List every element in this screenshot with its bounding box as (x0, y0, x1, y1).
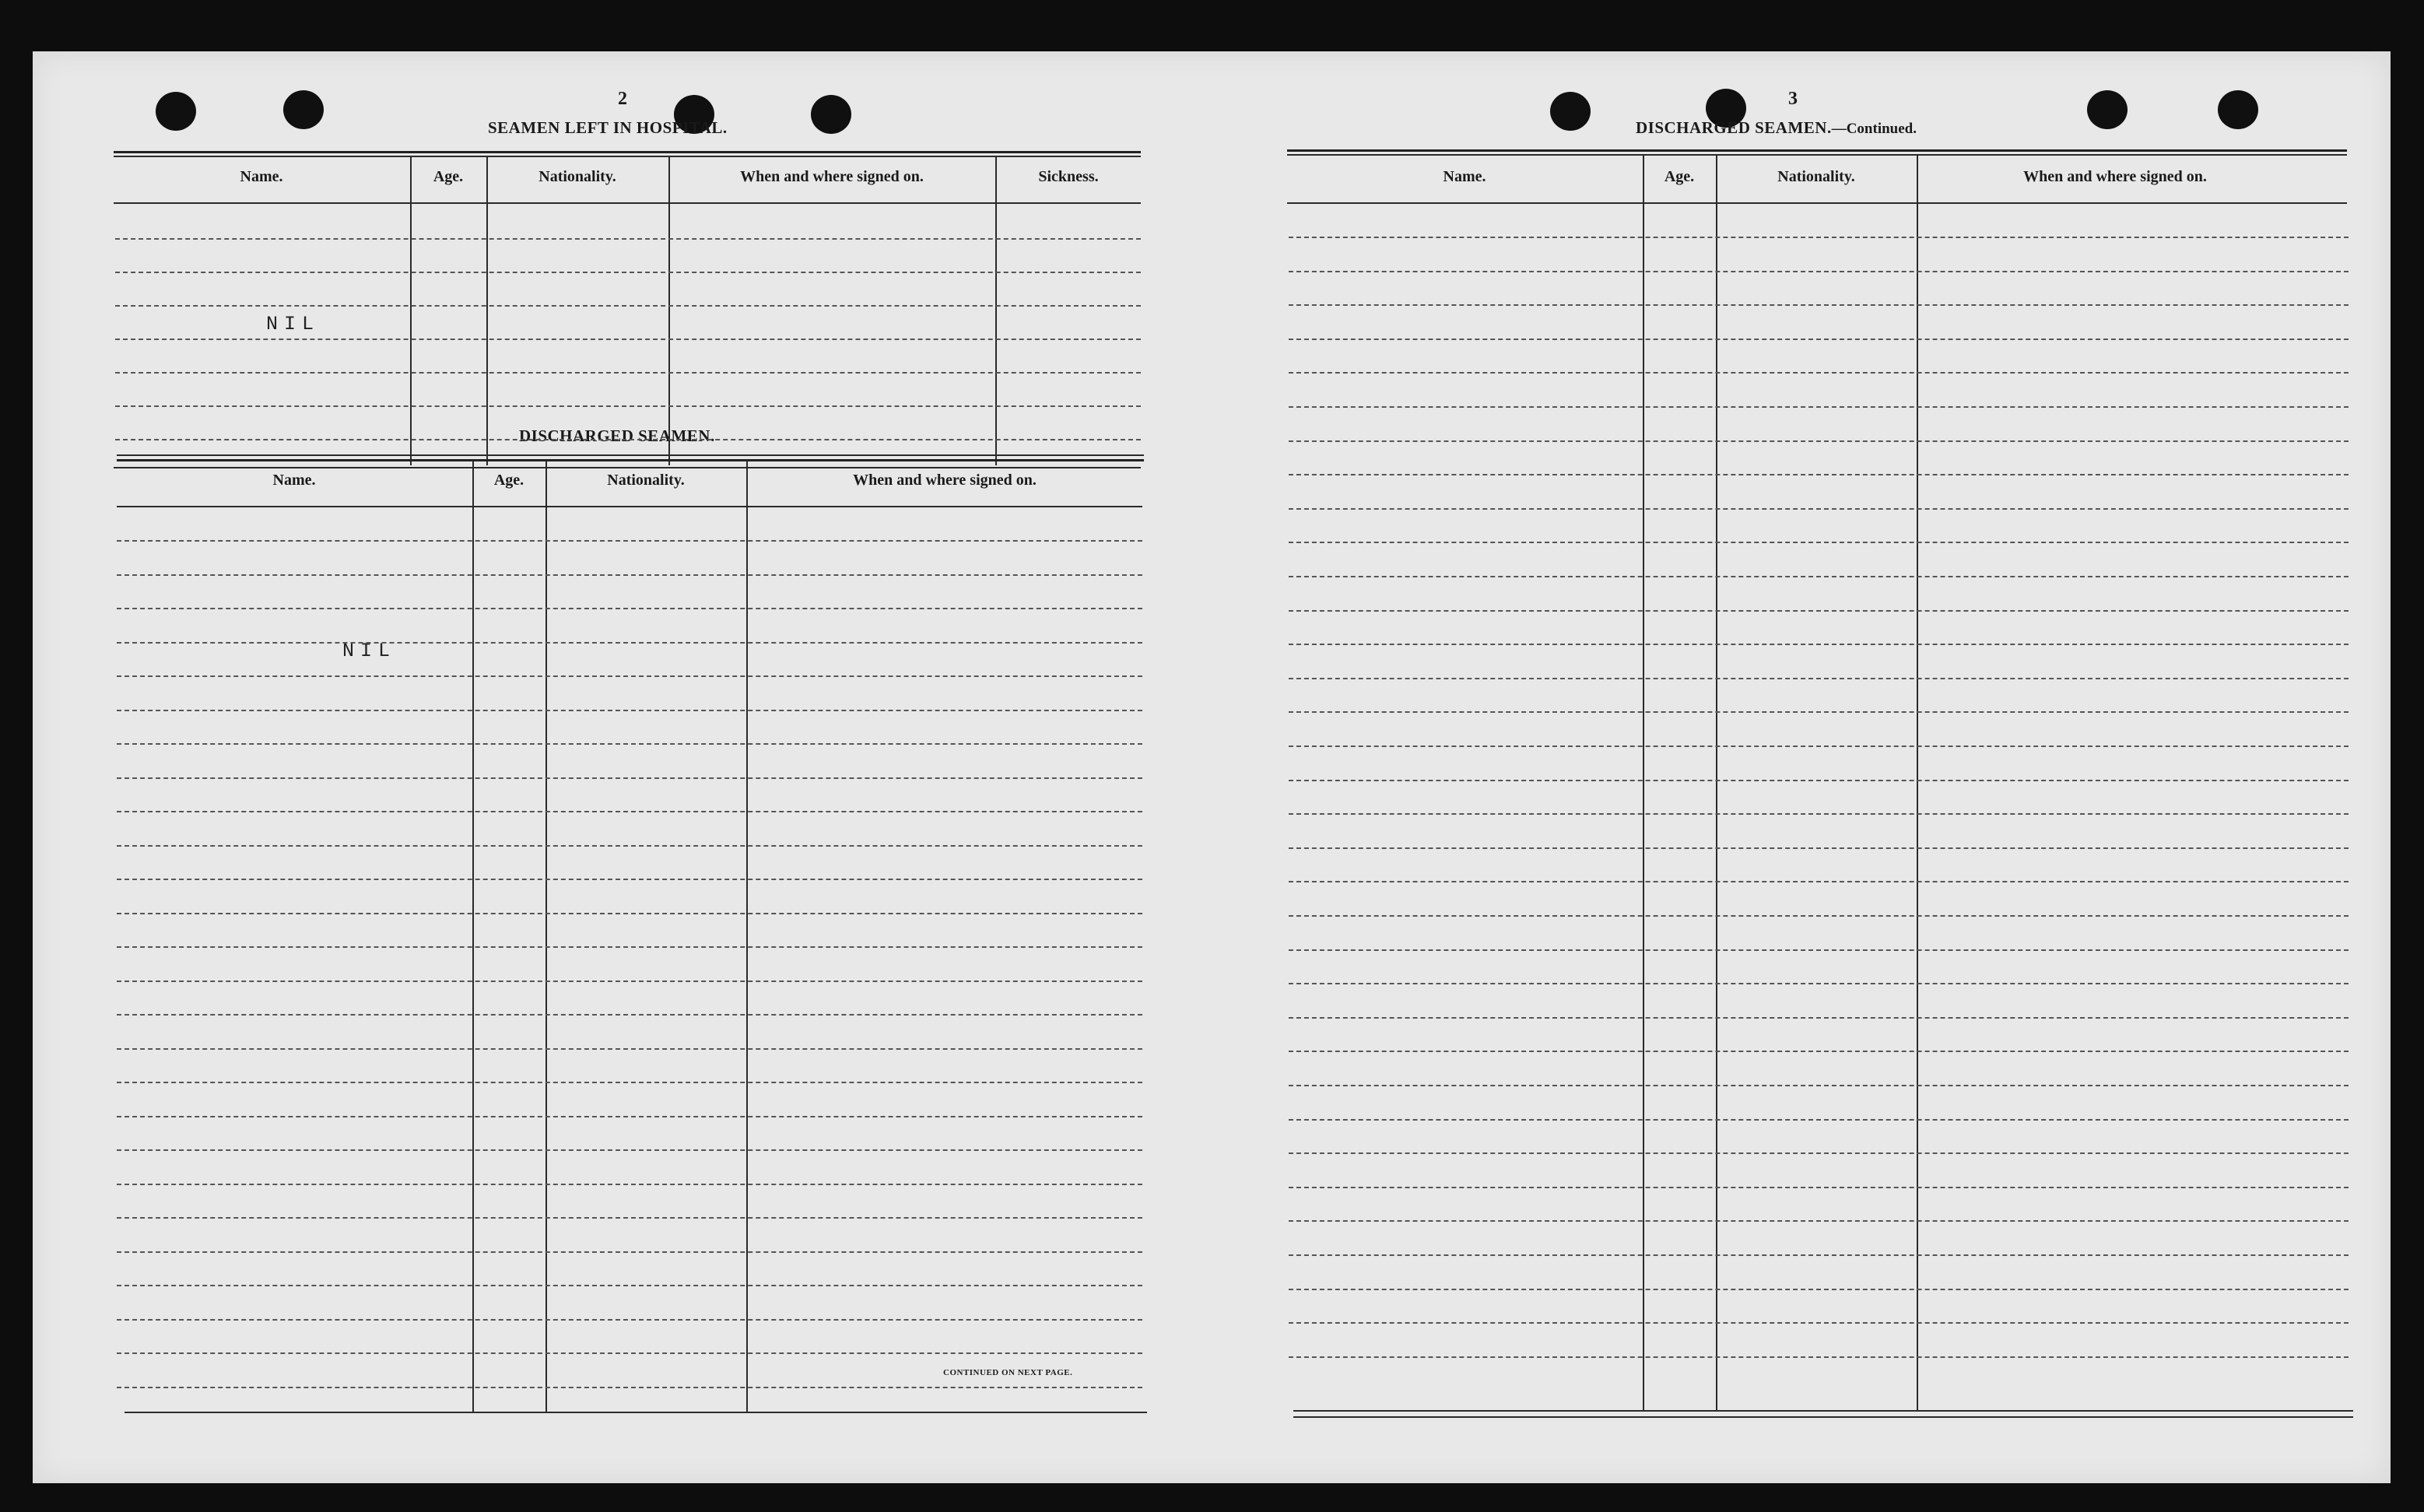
ruled-line (1289, 339, 2349, 340)
ruled-line (1289, 1254, 2349, 1256)
ruled-line (1289, 1356, 2349, 1358)
ruled-line (1289, 372, 2349, 374)
ruled-line (1289, 1322, 2349, 1324)
ruled-line (1289, 983, 2349, 984)
discharged-nil-entry: NIL (342, 640, 397, 662)
hospital-header-age: Age. (433, 168, 464, 185)
ruled-line (117, 1217, 1142, 1219)
ruled-line (1289, 271, 2349, 272)
ruled-line (1289, 610, 2349, 612)
ruled-line (1289, 440, 2349, 442)
ruled-line (115, 272, 1141, 273)
ruled-line (117, 1285, 1142, 1286)
hospital-header-name: Name. (240, 168, 283, 185)
right-page-number: 3 (1788, 89, 1798, 109)
ruled-line (117, 1352, 1142, 1354)
hospital-header-nationality: Nationality. (538, 168, 616, 185)
right-header-age: Age. (1664, 168, 1695, 185)
punch-hole (283, 90, 324, 129)
discharged-section-title: DISCHARGED SEAMEN. (519, 426, 715, 445)
document-sheet (33, 51, 2391, 1483)
ruled-line (115, 372, 1141, 374)
ruled-line (1289, 1051, 2349, 1052)
ruled-line (117, 1184, 1142, 1185)
right-title-main: DISCHARGED SEAMEN. (1636, 118, 1832, 137)
ruled-line (1289, 745, 2349, 747)
ruled-line (117, 1387, 1142, 1388)
hospital-header-signed-on: When and where signed on. (740, 168, 924, 185)
punch-hole (2087, 90, 2128, 129)
discharged-header-signed-on: When and where signed on. (853, 472, 1037, 489)
discharged-header-age: Age. (493, 472, 524, 489)
ruled-line (1289, 813, 2349, 815)
ruled-line (1289, 847, 2349, 849)
ruled-line (117, 811, 1142, 812)
ruled-line (1289, 1289, 2349, 1290)
ruled-line (117, 981, 1142, 982)
ruled-line (117, 540, 1142, 542)
ruled-line (117, 845, 1142, 847)
ruled-line (117, 608, 1142, 609)
ruled-line (117, 1251, 1142, 1253)
ruled-line (1289, 915, 2349, 917)
hospital-section-title: SEAMEN LEFT IN HOSPITAL. (488, 118, 728, 137)
ruled-line (117, 1319, 1142, 1321)
ruled-line (1289, 1119, 2349, 1121)
ruled-line (117, 642, 1142, 644)
punch-hole (1550, 92, 1591, 131)
ruled-line (117, 675, 1142, 677)
punch-hole (811, 95, 851, 134)
continued-footer: CONTINUED ON NEXT PAGE. (943, 1368, 1073, 1377)
ruled-line (117, 913, 1142, 914)
ruled-line (1289, 1017, 2349, 1019)
ruled-line (1289, 406, 2349, 408)
ruled-line (117, 574, 1142, 576)
ruled-line (117, 710, 1142, 711)
ruled-line (115, 405, 1141, 407)
hospital-header-sickness: Sickness. (1038, 168, 1099, 185)
punch-hole (156, 92, 196, 131)
discharged-header-name: Name. (272, 472, 316, 489)
right-header-nationality: Nationality. (1777, 168, 1855, 185)
ruled-line (115, 238, 1141, 240)
ruled-line (117, 879, 1142, 880)
ruled-line (117, 1014, 1142, 1016)
ruled-line (1289, 1187, 2349, 1188)
ruled-line (1289, 304, 2349, 306)
left-page-number: 2 (618, 89, 627, 109)
ruled-line (1289, 1085, 2349, 1086)
ruled-line (117, 743, 1142, 745)
ruled-line (1289, 711, 2349, 713)
ruled-line (115, 339, 1141, 340)
right-header-name: Name. (1443, 168, 1486, 185)
ruled-line (1289, 542, 2349, 543)
ruled-line (117, 1116, 1142, 1117)
punch-hole (2218, 90, 2258, 129)
ruled-line (117, 1082, 1142, 1083)
ruled-line (1289, 1220, 2349, 1222)
ruled-line (115, 305, 1141, 307)
ruled-line (1289, 949, 2349, 951)
ruled-line (1289, 678, 2349, 679)
ruled-line (1289, 474, 2349, 475)
ruled-line (1289, 576, 2349, 577)
ruled-line (115, 439, 1141, 440)
right-title-suffix: —Continued. (1831, 121, 1917, 137)
ruled-line (1289, 1152, 2349, 1154)
ruled-line (1289, 881, 2349, 882)
ruled-line (117, 946, 1142, 948)
ruled-line (1289, 780, 2349, 781)
discharged-header-nationality: Nationality. (607, 472, 685, 489)
ruled-line (1289, 644, 2349, 645)
right-header-signed-on: When and where signed on. (2023, 168, 2207, 185)
right-section-title (1636, 118, 1917, 138)
ruled-line (117, 1149, 1142, 1151)
ruled-line (1289, 508, 2349, 510)
ruled-line (117, 1048, 1142, 1050)
ruled-line (1289, 237, 2349, 238)
ruled-line (117, 777, 1142, 779)
hospital-nil-entry: NIL (266, 313, 321, 335)
